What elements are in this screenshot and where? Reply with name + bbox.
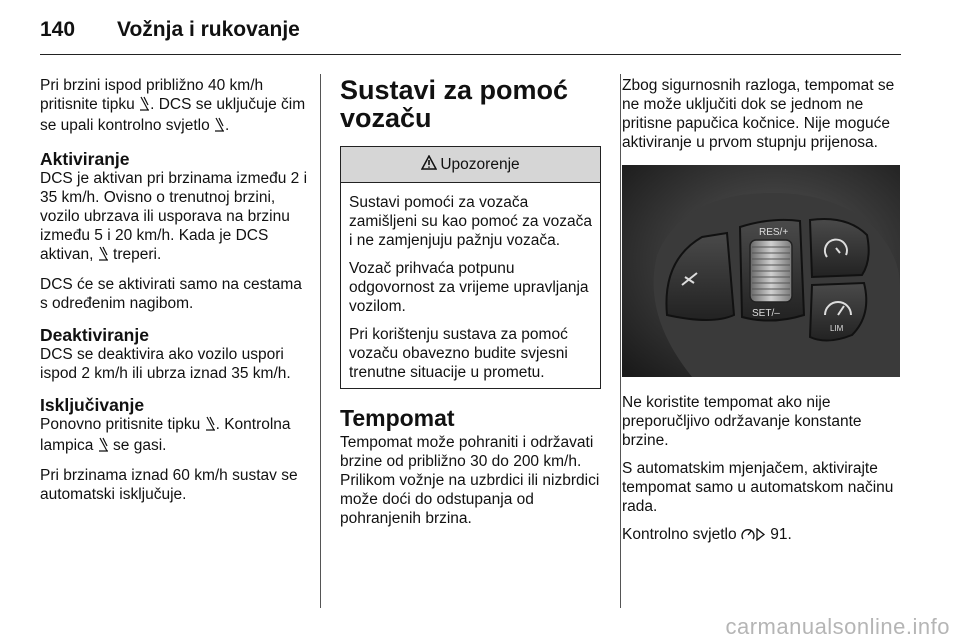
- reference-arrow-icon: [755, 527, 766, 546]
- descent-control-icon: [98, 437, 109, 457]
- section-heading: Aktiviranje: [40, 149, 130, 169]
- paragraph: Vozač prihvaća potpunu odgovornost za vrijeme upravljanja vozilom.: [349, 260, 589, 315]
- text-segment: Pri brzini ispod približno 40 km/h pritisnite tipku: [40, 77, 264, 113]
- text-segment: treperi.: [108, 246, 162, 263]
- res-label: RES/+: [759, 227, 789, 238]
- paragraph: DCS se deaktivira ako vozilo uspori ispod 2 km/h ili ubrza iznad 35 km/h.: [40, 346, 291, 382]
- paragraph: Tempomat može pohraniti i održavati brzine od približno 30 do 200 km/h. Prilikom vožnje na uzbrdici ili nizbrdici može doći do odstupanja od pohranjenih brzina.: [340, 434, 600, 527]
- column-3: [622, 76, 904, 555]
- column-1: [40, 76, 308, 513]
- descent-control-icon: [205, 416, 216, 436]
- cruise-control-icon: [741, 527, 755, 546]
- descent-control-icon: [98, 246, 109, 266]
- paragraph: Sustavi pomoći za vozača zamišljeni su kao pomoć za vozača i ne zamjenjuju pažnju vozača.: [349, 194, 592, 249]
- paragraph: Pri korištenju sustava za pomoć vozaču obavezno budite svjesni trenutne situacije u prometu.: [349, 326, 568, 381]
- section-heading: Deaktiviranje: [40, 325, 149, 345]
- text-segment: se gasi.: [108, 437, 167, 454]
- column-2: [340, 76, 602, 537]
- paragraph: S automatskim mjenjačem, aktivirajte tempomat samo u automatskom načinu rada.: [622, 460, 894, 515]
- column-divider: [620, 74, 621, 608]
- descent-control-icon: [139, 96, 150, 116]
- paragraph: Zbog sigurnosnih razloga, tempomat se ne može uključiti dok se jednom ne pritisne papučica kočnice. Nije moguće aktiviranje u prvom stupnju prijenosa.: [622, 77, 895, 151]
- section-title: Tempomat: [340, 405, 455, 431]
- warning-body: [341, 183, 600, 388]
- page-title: Vožnja i rukovanje: [117, 18, 300, 41]
- warning-header: [341, 147, 600, 183]
- warning-label: Upozorenje: [440, 156, 520, 173]
- text-segment: . DCS se uključuje čim se upali kontrolno svjetlo: [40, 96, 306, 134]
- set-label: SET/–: [752, 308, 780, 319]
- text-segment: .: [225, 117, 230, 134]
- warning-triangle-icon: [421, 155, 437, 175]
- paragraph: [40, 169, 308, 266]
- paragraph: [40, 415, 308, 457]
- text-segment: Kontrolno svjetlo: [622, 526, 741, 543]
- paragraph: DCS će se aktivirati samo na cestama s određenim nagibom.: [40, 276, 302, 312]
- text-segment: Ponovno pritisnite tipku: [40, 416, 205, 433]
- paragraph: Ne koristite tempomat ako nije preporučljivo održavanje konstante brzine.: [622, 394, 862, 449]
- section-title: Sustavi za pomoć vozaču: [340, 75, 569, 133]
- page-header: [40, 16, 900, 56]
- intro-paragraph: [40, 76, 308, 137]
- section-heading: Isključivanje: [40, 395, 145, 415]
- watermark: carmanualsonline.info: [725, 614, 950, 639]
- column-divider: [320, 74, 321, 608]
- warning-box: [340, 146, 601, 389]
- lim-label: LIM: [830, 324, 844, 333]
- header-rule: [40, 54, 901, 55]
- steering-wheel-controls-photo: [622, 165, 900, 377]
- paragraph: Pri brzinama iznad 60 km/h sustav se automatski isključuje.: [40, 467, 298, 503]
- paragraph: [622, 525, 904, 546]
- text-segment: 91.: [765, 526, 792, 543]
- descent-control-icon: [214, 117, 225, 137]
- text-segment: . Kontrolna lampica: [40, 416, 291, 454]
- page-number: 140: [40, 18, 76, 41]
- text-segment: DCS je aktivan pri brzinama između 2 i 35 km/h. Ovisno o trenutnoj brzini, vozilo ubrzava ili usporava na brzinu između 5 i 20 km/h. Kada je DCS aktivan,: [40, 170, 308, 263]
